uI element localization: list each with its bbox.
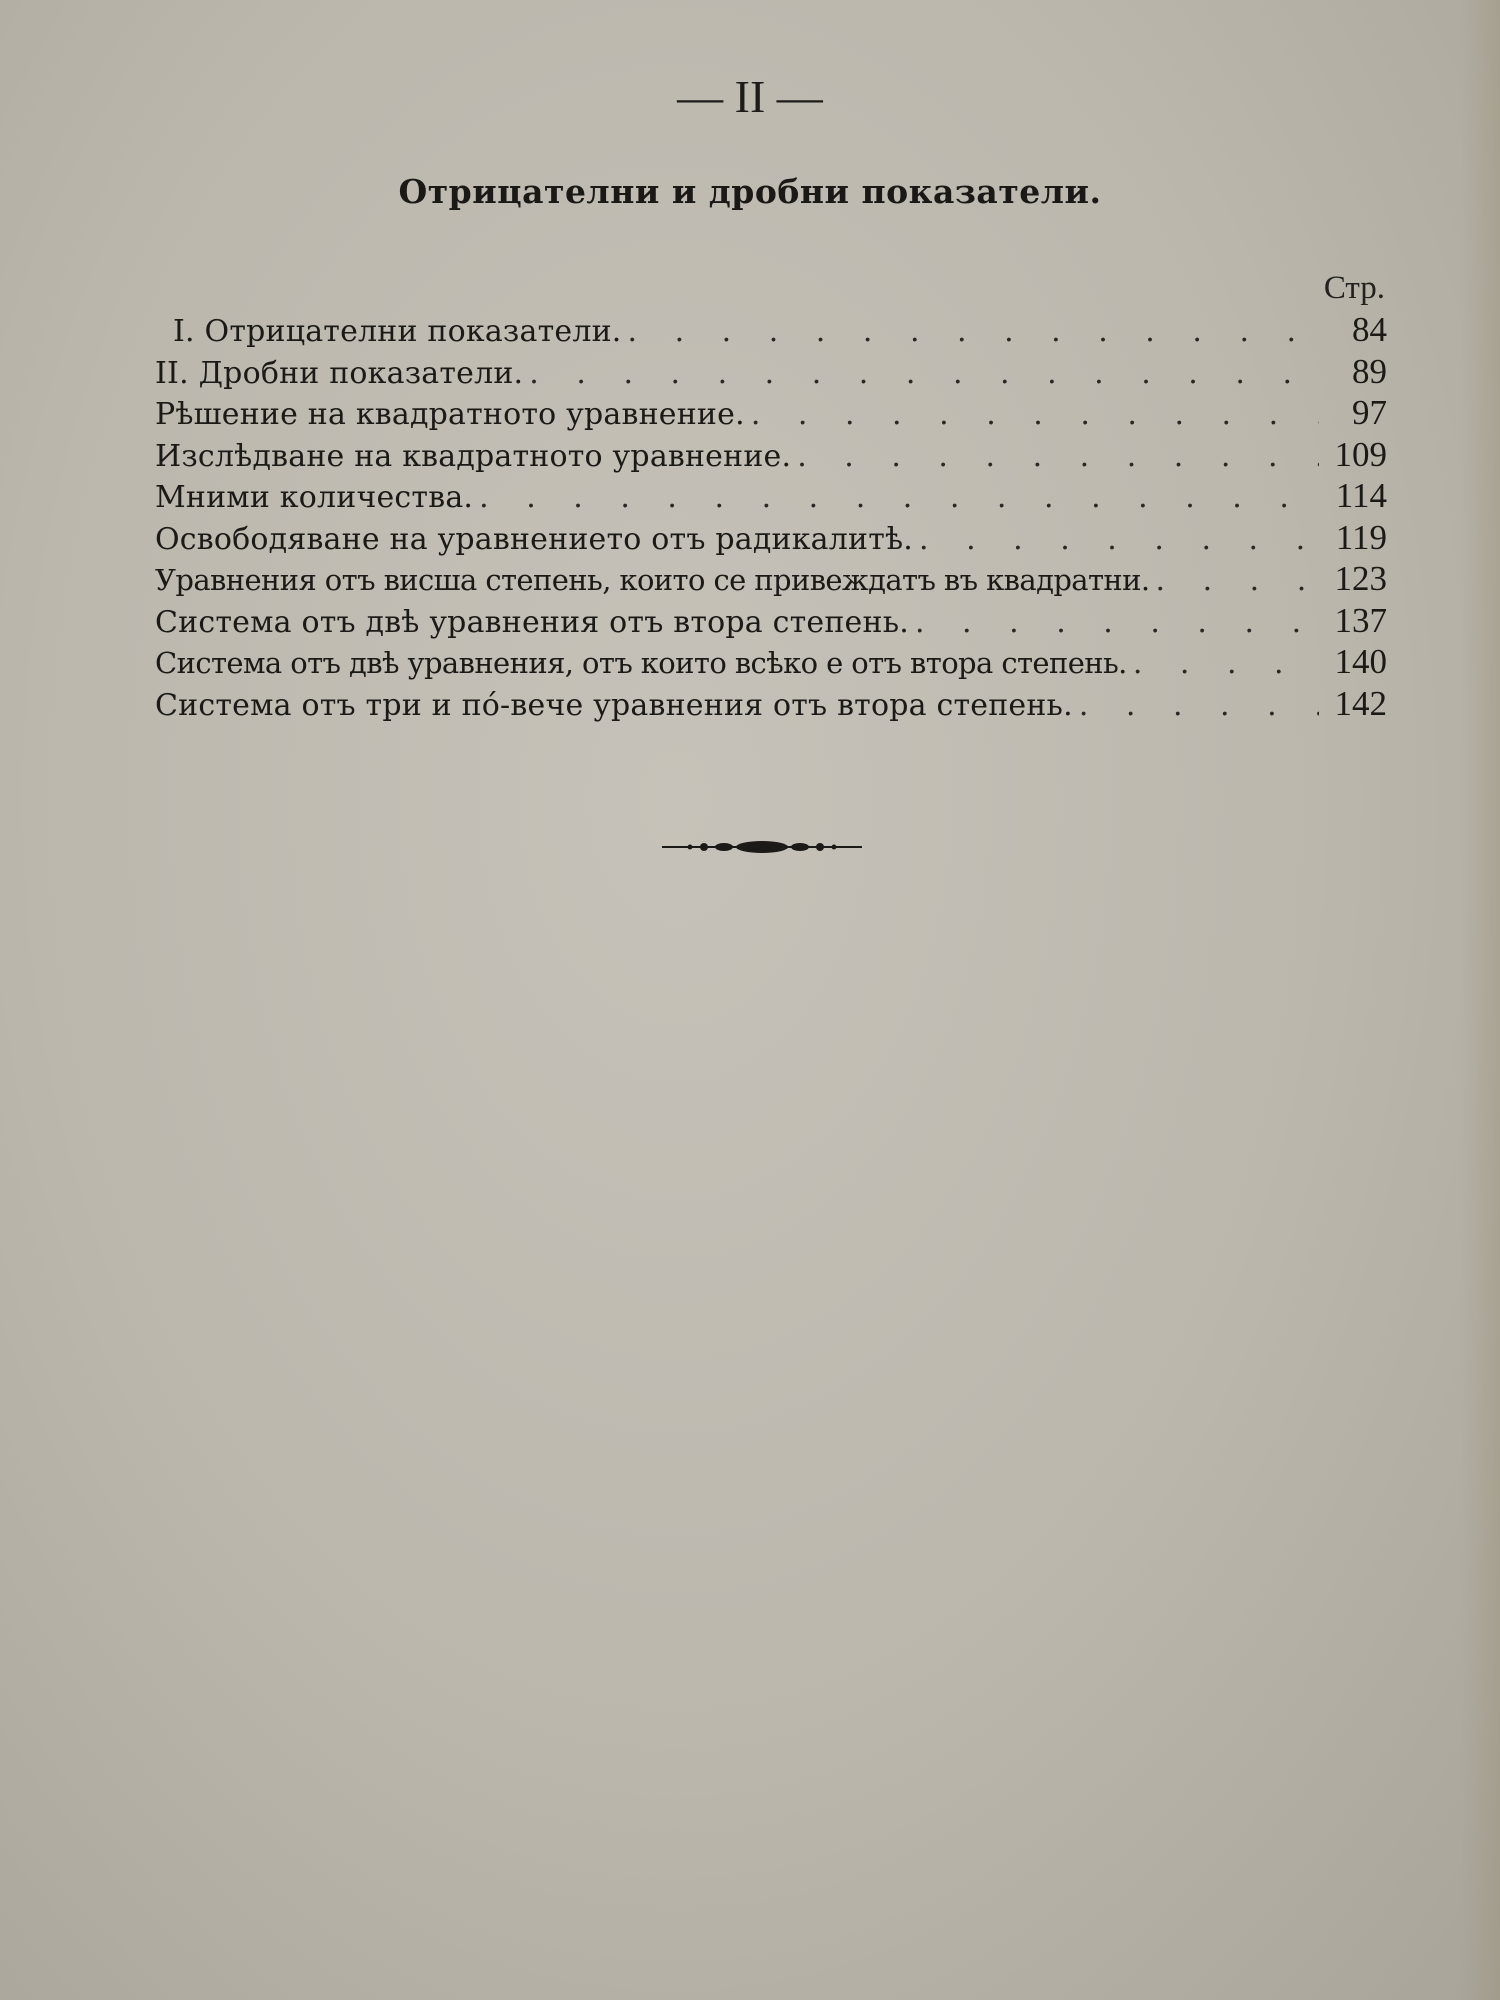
toc-entry	[155, 476, 1387, 518]
toc-entry	[155, 310, 1387, 352]
table-of-contents	[155, 310, 1387, 725]
leader-dots	[915, 605, 1319, 640]
toc-entry	[155, 601, 1387, 643]
fleuron-ornament-icon	[662, 835, 862, 859]
section-heading: Отрицателни и дробни показатели.	[398, 172, 1102, 211]
toc-entry-page: 140	[1334, 642, 1387, 681]
toc-entry-page: 114	[1335, 476, 1387, 515]
toc-entry-page: 109	[1334, 434, 1387, 474]
toc-entry-label: Система отъ двѣ уравнения отъ втора степень.	[155, 604, 909, 640]
toc-entry	[155, 518, 1387, 560]
toc-entry-label: Мними количества.	[155, 480, 474, 515]
toc-entry-label: Освободяване на уравнението отъ радикалитѣ.	[155, 521, 914, 557]
toc-entry-page: 142	[1334, 683, 1387, 723]
leader-dots	[797, 439, 1319, 474]
leader-dots	[751, 397, 1319, 432]
toc-entry	[155, 684, 1387, 726]
toc-entry-label: Рѣшение на квадратното уравнение.	[155, 397, 745, 432]
toc-entry	[155, 352, 1387, 394]
toc-entry	[155, 559, 1387, 601]
leader-dots	[529, 356, 1319, 391]
toc-entry-page: 89	[1352, 351, 1387, 391]
toc-entry-label: II. Дробни показатели.	[155, 355, 524, 391]
toc-entry-label: Система отъ три и по́-вече уравнения отъ втора степень.	[155, 687, 1073, 723]
toc-entry-page: 123	[1334, 559, 1387, 598]
toc-entry-label: Система отъ двѣ уравнения, отъ които всѣко е отъ втора степень.	[155, 646, 1127, 680]
toc-entry-page: 97	[1352, 393, 1387, 432]
leader-dots	[919, 522, 1319, 557]
leader-dots	[1133, 646, 1319, 681]
leader-dots	[1079, 688, 1319, 723]
toc-entry	[155, 435, 1387, 477]
toc-entry-page: 119	[1335, 517, 1387, 557]
toc-entry	[155, 642, 1387, 684]
toc-entry-label: I. Отрицателни показатели.	[173, 314, 622, 349]
page-number: — II —	[677, 71, 823, 122]
toc-entry-label: Изслѣдване на квадратното уравнение.	[155, 438, 792, 474]
leader-dots	[628, 314, 1319, 349]
toc-entry-label: Уравнения отъ висша степень, които се привеждатъ въ квадратни.	[155, 563, 1150, 597]
toc-entry-page: 137	[1334, 600, 1387, 640]
page-edge-shadow	[1460, 0, 1500, 2000]
leader-dots	[479, 480, 1319, 515]
toc-entry	[155, 393, 1387, 435]
toc-entry-page: 84	[1352, 310, 1387, 349]
leader-dots	[1156, 563, 1320, 598]
page-column-label: Стр.	[1323, 270, 1385, 306]
